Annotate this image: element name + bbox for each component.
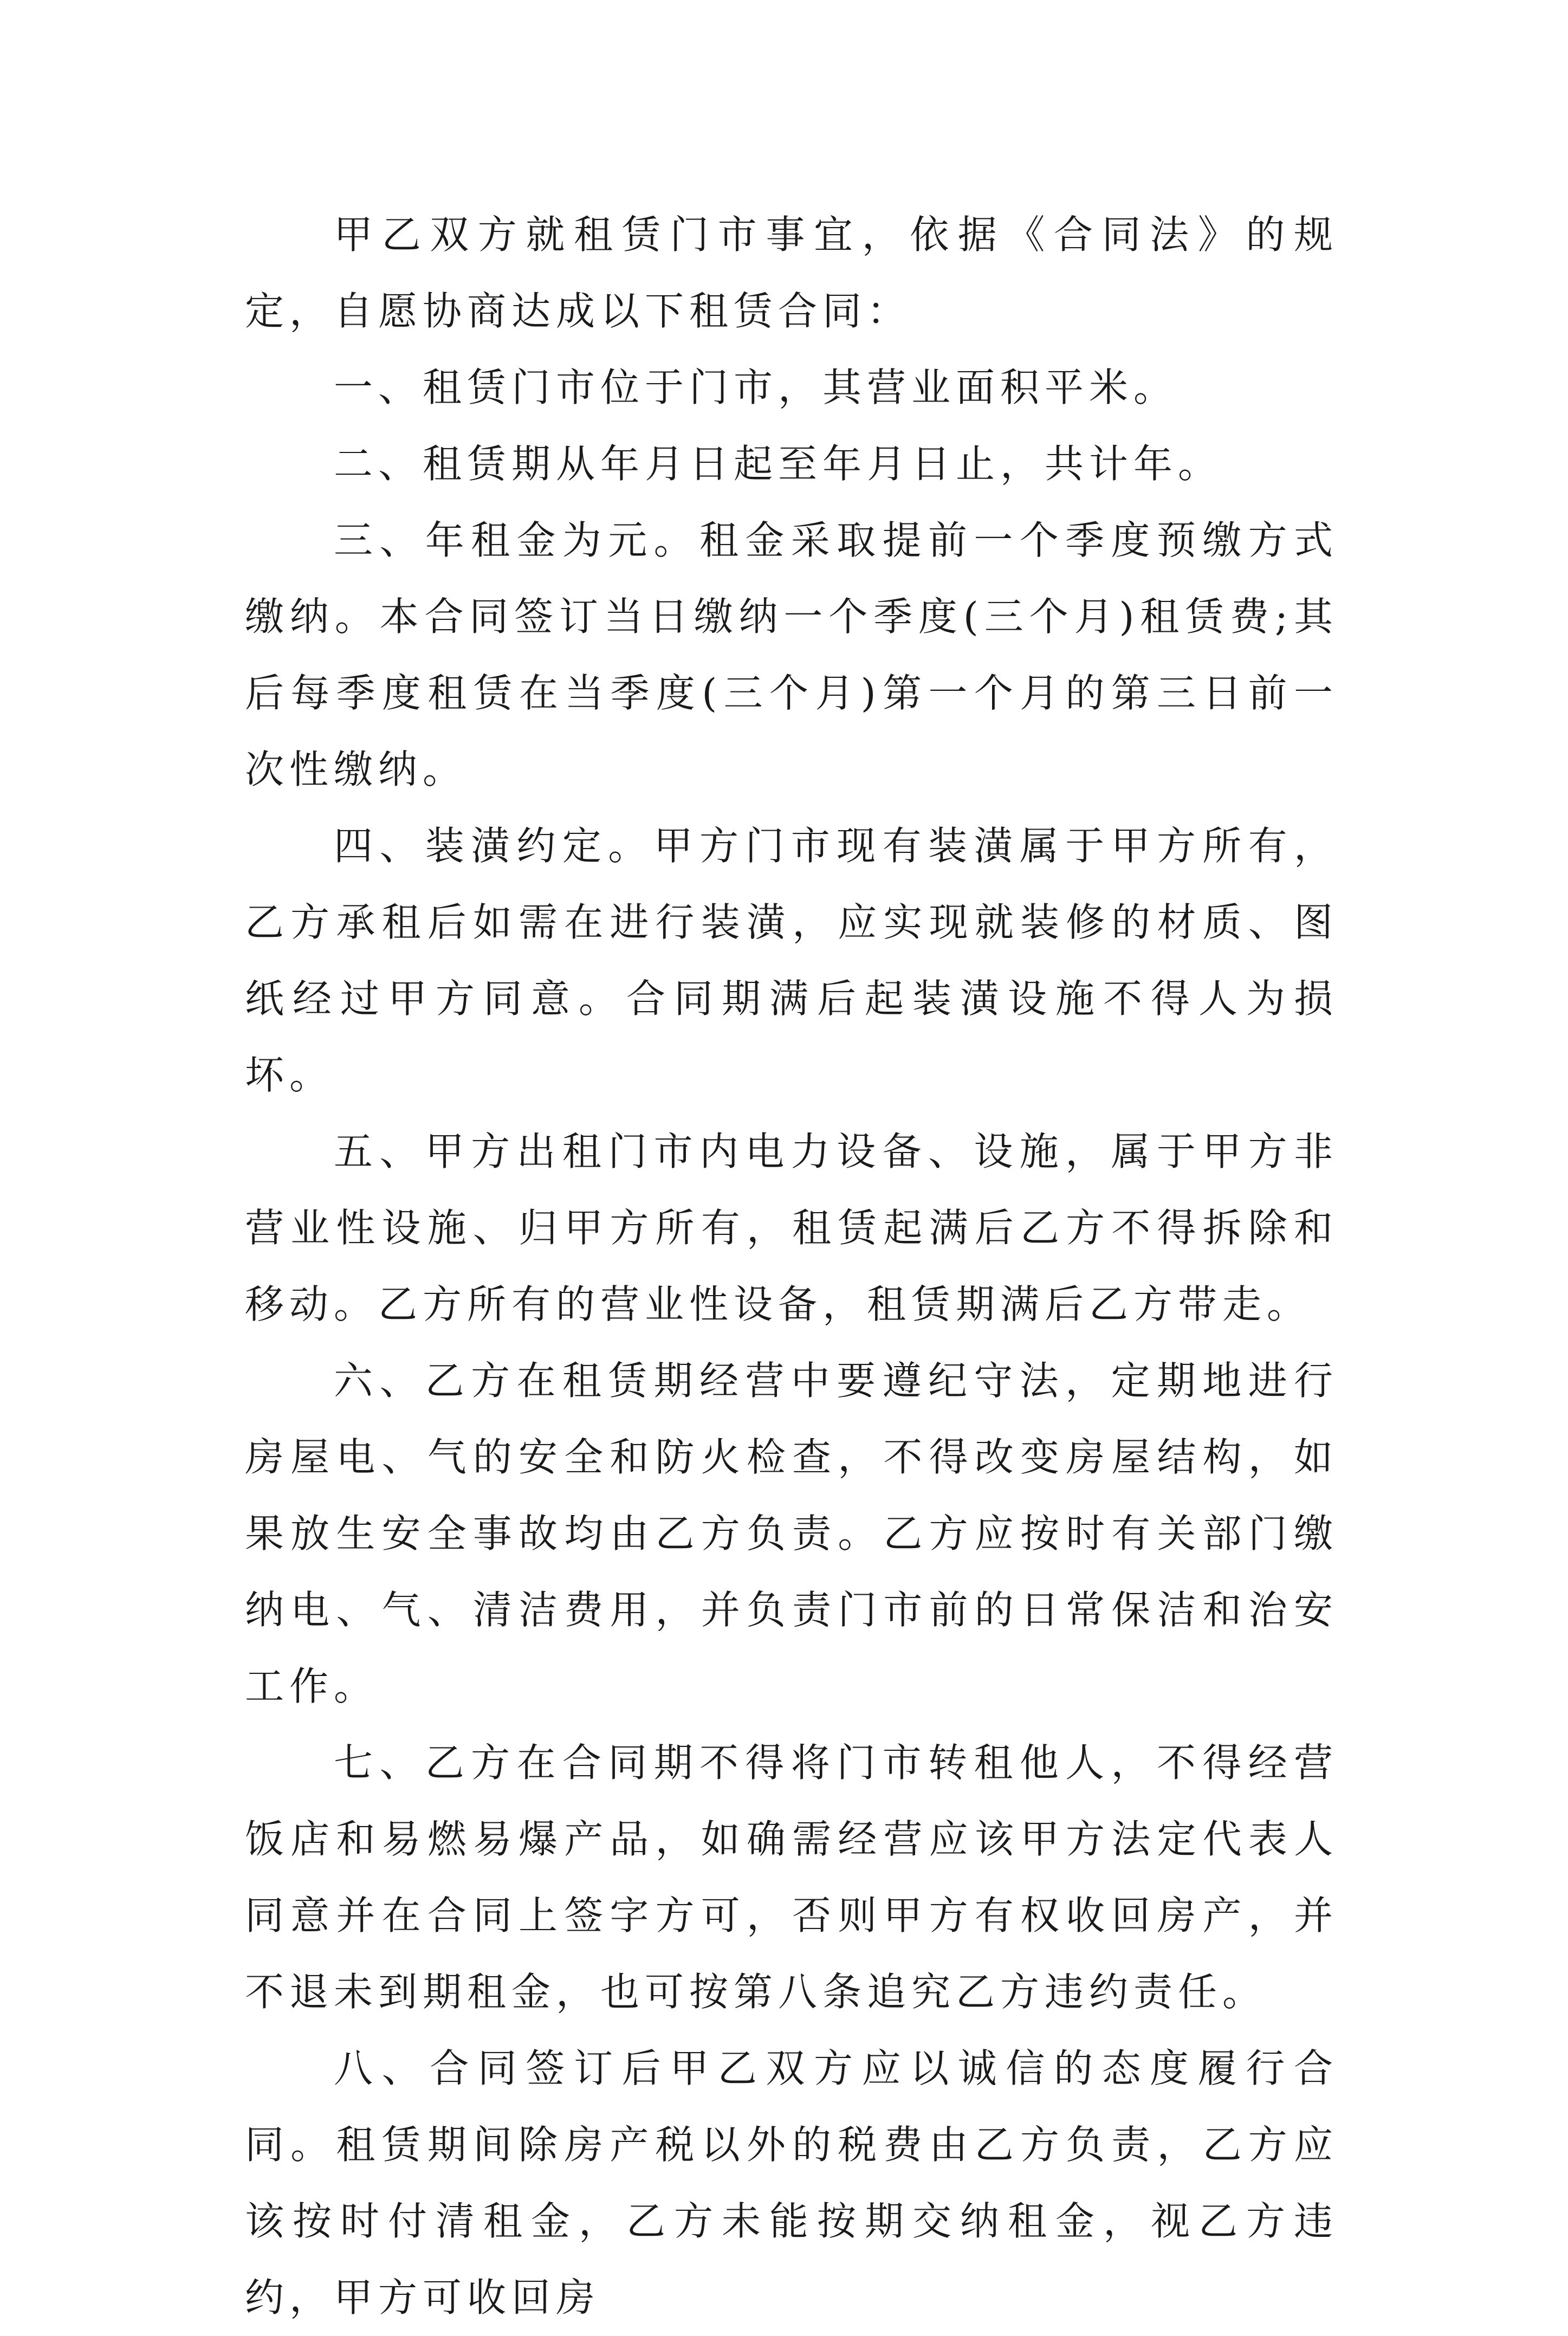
clause-6-operation: 六、乙方在租赁期经营中要遵纪守法，定期地进行房屋电、气的安全和防火检查，不得改变房屋结构，如果放生安全事故均由乙方负责。乙方应按时有关部门缴纳电、气、清洁费用，并负责门市前的日常保洁和治安工作。: [245, 1358, 1338, 1709]
clause-3-rent: 三、年租金为元。租金采取提前一个季度预缴方式缴纳。本合同签订当日缴纳一个季度(三个月)租赁费;其后每季度租赁在当季度(三个月)第一个月的第三日前一次性缴纳。: [245, 517, 1338, 792]
clause-7-sublease: 七、乙方在合同期不得将门市转租他人，不得经营饭店和易燃易爆产品，如确需经营应该甲方法定代表人同意并在合同上签字方可，否则甲方有权收回房产，并不退未到期租金，也可按第八条追究乙方违约责任。: [245, 1740, 1338, 2015]
clause-1-location: 一、租赁门市位于门市，其营业面积平米。: [334, 365, 1178, 410]
contract-body: [245, 197, 1338, 2336]
clause-4-decoration: 四、装潢约定。甲方门市现有装潢属于甲方所有，乙方承租后如需在进行装潢，应实现就装修的材质、图纸经过甲方同意。合同期满后起装潢设施不得人为损坏。: [245, 823, 1338, 1098]
clause-8-obligations: 八、合同签订后甲乙双方应以诚信的态度履行合同。租赁期间除房产税以外的税费由乙方负责，乙方应该按时付清租金，乙方未能按期交纳租金，视乙方违约，甲方可收回房: [245, 2046, 1338, 2320]
paragraph-preamble: 甲乙双方就租赁门市事宜，依据《合同法》的规定，自愿协商达成以下租赁合同：: [245, 212, 1338, 334]
clause-5-facilities: 五、甲方出租门市内电力设备、设施，属于甲方非营业性设施、归甲方所有，租赁起满后乙方不得拆除和移动。乙方所有的营业性设备，租赁期满后乙方带走。: [245, 1129, 1338, 1327]
clause-2-term: 二、租赁期从年月日起至年月日止，共计年。: [334, 441, 1223, 487]
